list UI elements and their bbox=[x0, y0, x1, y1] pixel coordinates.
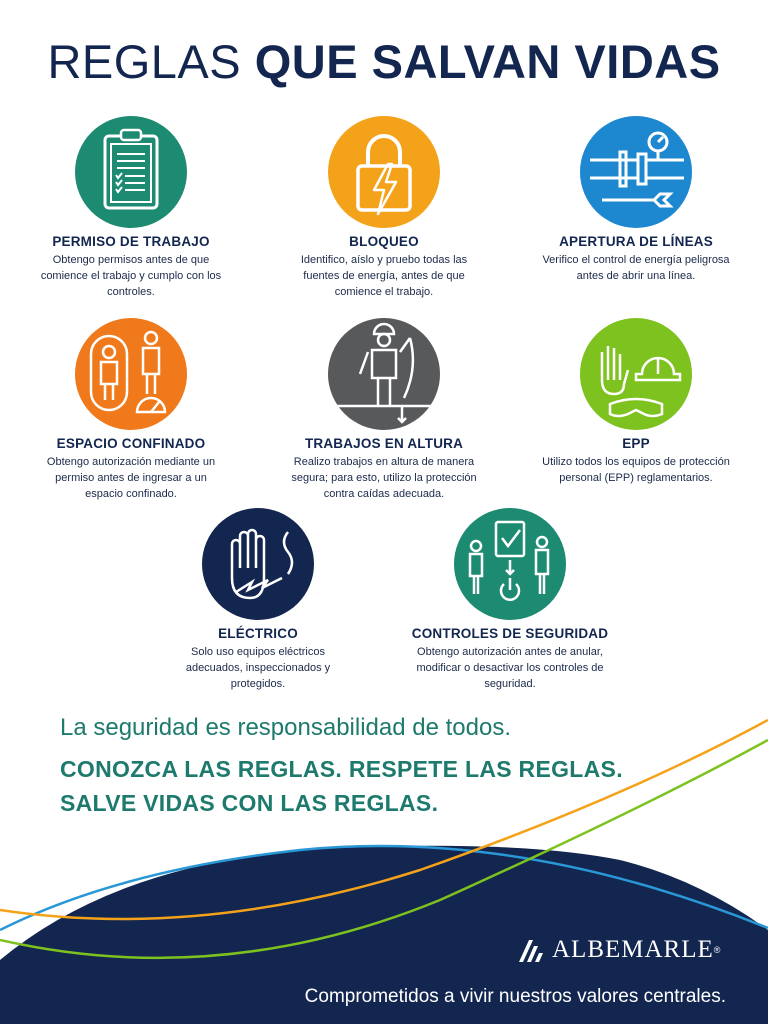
rule-name: ESPACIO CONFINADO bbox=[56, 436, 206, 451]
slogan-line-2: SALVE VIDAS CON LAS REGLAS. bbox=[60, 790, 439, 816]
safety-controls-approval-icon bbox=[454, 508, 566, 620]
hand-electric-shock-icon bbox=[202, 508, 314, 620]
rule-description: Obtengo autorización mediante un permiso antes de ingresar a un espacio confinado. bbox=[46, 456, 216, 500]
rule-description: Obtengo permisos antes de que comience el trabajo y cumplo con los controles. bbox=[40, 254, 222, 298]
rule-espacio-confinado bbox=[16, 318, 246, 502]
decorative-waves bbox=[0, 700, 768, 1024]
rule-electrico bbox=[143, 508, 373, 692]
rule-name: EPP bbox=[622, 436, 650, 451]
pipe-gauge-wrench-icon bbox=[580, 116, 692, 228]
title-bold: QUE SALVAN VIDAS bbox=[254, 35, 721, 88]
gloves-helmet-goggles-icon bbox=[580, 318, 692, 430]
rule-name: PERMISO DE TRABAJO bbox=[52, 234, 210, 249]
slogan-line-1: CONOZCA LAS REGLAS. RESPETE LAS REGLAS. bbox=[60, 756, 623, 782]
rule-name: ELÉCTRICO bbox=[218, 626, 298, 641]
tagline: La seguridad es responsabilidad de todos. bbox=[60, 714, 511, 741]
padlock-lightning-icon bbox=[328, 116, 440, 228]
harness-worker-icon bbox=[328, 318, 440, 430]
rule-description: Verifico el control de energía peligrosa antes de abrir una línea. bbox=[542, 254, 730, 282]
rule-name: TRABAJOS EN ALTURA bbox=[304, 436, 464, 451]
rule-description: Utilizo todos los equipos de protección personal (EPP) reglamentarios. bbox=[542, 456, 730, 484]
rule-epp bbox=[521, 318, 751, 486]
brand-registered: ® bbox=[713, 945, 721, 955]
rule-apertura-de-lineas bbox=[521, 116, 751, 284]
motto: Comprometidos a vivir nuestros valores centrales. bbox=[304, 986, 726, 1007]
rule-name: APERTURA DE LÍNEAS bbox=[559, 234, 713, 249]
rule-trabajos-en-altura bbox=[269, 318, 499, 502]
rule-description: Realizo trabajos en altura de manera segura; para esto, utilizo la protección contra caídas adecuada. bbox=[291, 456, 477, 500]
rule-description: Identifico, aíslo y pruebo todas las fuentes de energía, antes de que comience el trabajo. bbox=[300, 254, 468, 298]
rule-description: Obtengo autorización antes de anular, modificar o desactivar los controles de seguridad. bbox=[416, 646, 604, 690]
rule-description: Solo uso equipos eléctricos adecuados, inspeccionados y protegidos. bbox=[185, 646, 331, 690]
rule-bloqueo bbox=[269, 116, 499, 300]
title-light: REGLAS bbox=[47, 35, 242, 88]
rule-name: BLOQUEO bbox=[349, 234, 419, 249]
rule-permiso-de-trabajo bbox=[16, 116, 246, 300]
albemarle-logo-icon bbox=[516, 936, 546, 964]
brand-logo bbox=[516, 936, 720, 964]
clipboard-checklist-icon bbox=[75, 116, 187, 228]
rule-name: CONTROLES DE SEGURIDAD bbox=[411, 626, 609, 641]
confined-space-worker-icon bbox=[75, 318, 187, 430]
page-title bbox=[0, 34, 768, 89]
brand-name: ALBEMARLE bbox=[552, 936, 714, 963]
rule-controles-de-seguridad bbox=[395, 508, 625, 692]
